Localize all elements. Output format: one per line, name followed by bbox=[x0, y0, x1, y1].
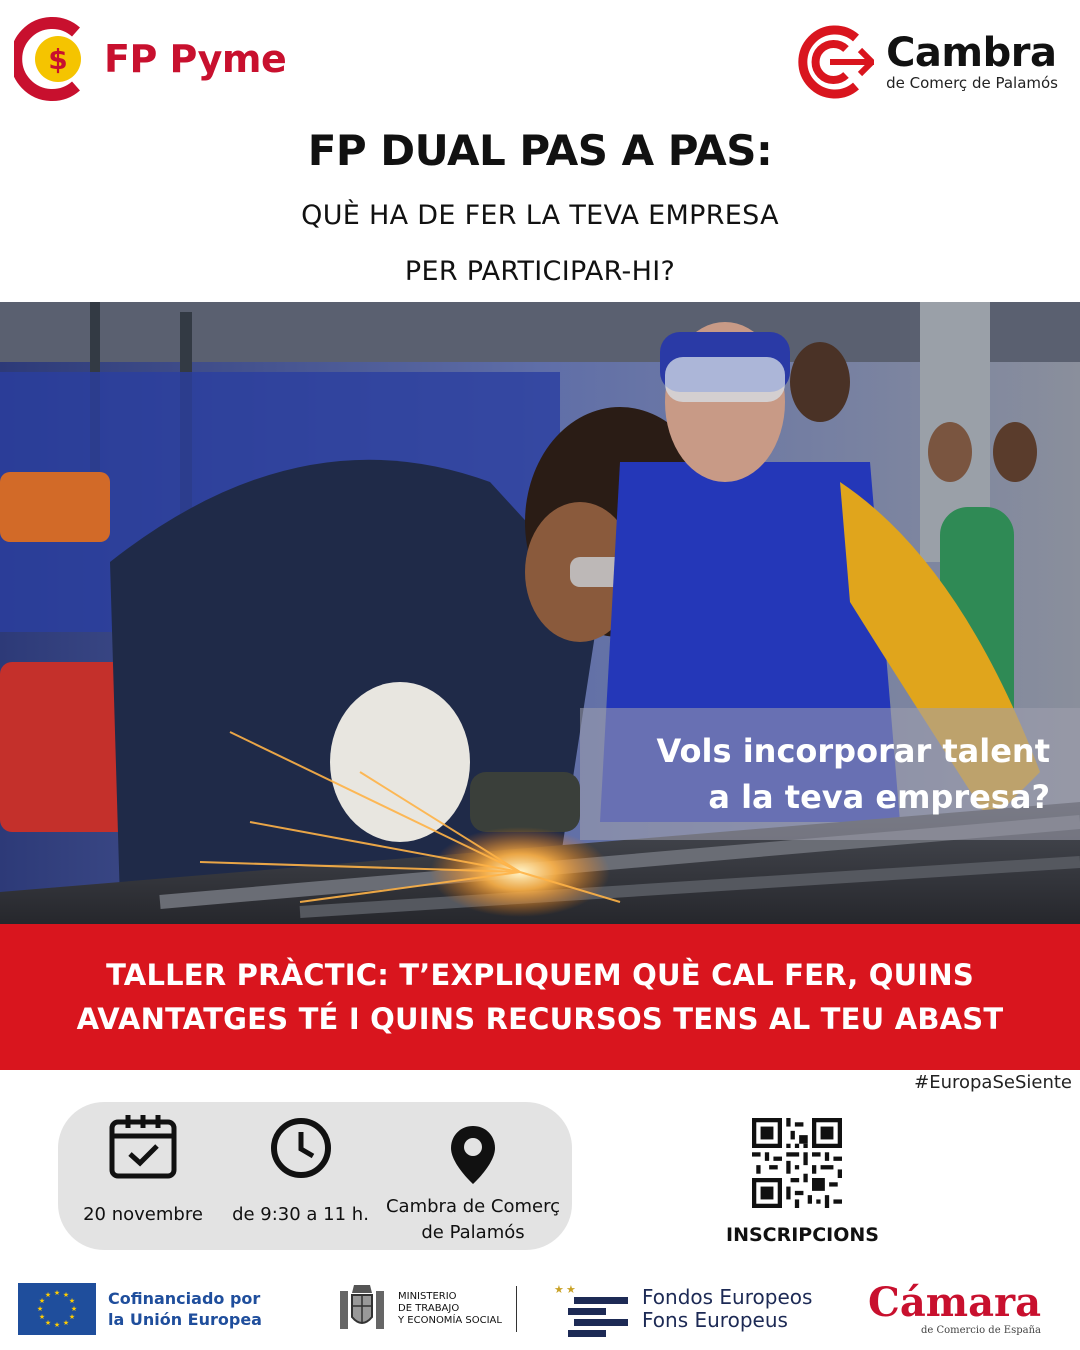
event-date-label: 20 novembre bbox=[83, 1204, 203, 1225]
svg-text:★: ★ bbox=[36, 1305, 44, 1313]
footer-divider bbox=[516, 1286, 517, 1332]
event-location bbox=[383, 1102, 563, 1250]
fp-pyme-emblem-icon bbox=[14, 16, 86, 102]
svg-text:★: ★ bbox=[62, 1291, 70, 1299]
eu-cofinance-logo bbox=[18, 1276, 262, 1342]
photo-overlay-text bbox=[580, 728, 1050, 820]
workshop-banner bbox=[0, 924, 1080, 1070]
svg-text:★: ★ bbox=[44, 1319, 52, 1327]
eu-flag-icon bbox=[18, 1283, 96, 1335]
event-time-label: de 9:30 a 11 h. bbox=[232, 1204, 369, 1225]
svg-text:$: $ bbox=[48, 43, 68, 76]
fondos-europeos-emblem-icon bbox=[550, 1281, 632, 1337]
spanish-coat-of-arms-icon bbox=[334, 1281, 390, 1337]
ministry-line-3: Y ECONOMÍA SOCIAL bbox=[398, 1315, 502, 1326]
svg-text:★: ★ bbox=[53, 1289, 61, 1297]
photo-overlay-box bbox=[580, 708, 1080, 840]
svg-text:★: ★ bbox=[53, 1321, 61, 1329]
camara-espana-logo bbox=[868, 1276, 1041, 1342]
ministry-line-1: MINISTERIO bbox=[398, 1291, 457, 1302]
svg-text:★: ★ bbox=[62, 1319, 70, 1327]
ministry-logo bbox=[334, 1276, 517, 1342]
svg-text:★: ★ bbox=[566, 1283, 576, 1296]
calendar-icon bbox=[108, 1112, 178, 1180]
ministry-line-2: DE TRABAJO bbox=[398, 1303, 460, 1314]
camara-name: Cámara bbox=[868, 1278, 1041, 1326]
event-time bbox=[228, 1102, 373, 1250]
banner-line-2: AVANTATGES TÉ I QUINS RECURSOS TENS AL TEU ABAST bbox=[76, 1002, 1004, 1036]
subtitle-line-2: PER PARTICIPAR-HI? bbox=[404, 256, 676, 287]
clock-icon bbox=[269, 1116, 333, 1180]
svg-text:★: ★ bbox=[68, 1313, 76, 1321]
location-pin-icon bbox=[448, 1124, 498, 1186]
event-location-label bbox=[386, 1194, 560, 1246]
svg-text:★: ★ bbox=[70, 1305, 78, 1313]
fp-pyme-logo bbox=[14, 16, 286, 102]
location-line-1: Cambra de Comerç bbox=[385, 1196, 561, 1217]
hero-photo bbox=[0, 302, 1080, 924]
cambra-name: Cambra bbox=[886, 30, 1057, 76]
hashtag: #EuropaSeSiente bbox=[914, 1072, 1072, 1093]
fondos-line-1: Fondos Europeos bbox=[642, 1285, 813, 1309]
registration-qr-code[interactable] bbox=[752, 1118, 842, 1208]
svg-text:★: ★ bbox=[38, 1297, 46, 1305]
eu-line-2: la Unión Europea bbox=[108, 1310, 262, 1329]
fp-pyme-name: FP Pyme bbox=[104, 37, 287, 81]
registration-label: INSCRIPCIONS bbox=[726, 1224, 879, 1246]
camara-subtitle: de Comercio de España bbox=[920, 1324, 1041, 1336]
fondos-line-2: Fons Europeus bbox=[642, 1308, 788, 1332]
eu-line-1: Cofinanciado por bbox=[108, 1289, 261, 1308]
event-date bbox=[78, 1102, 208, 1250]
event-info-panel bbox=[58, 1102, 572, 1250]
overlay-line-1: Vols incorporar talent bbox=[656, 732, 1050, 770]
svg-text:★: ★ bbox=[68, 1297, 76, 1305]
cambra-palamos-logo bbox=[790, 24, 1058, 100]
svg-text:★: ★ bbox=[44, 1291, 52, 1299]
svg-text:★: ★ bbox=[38, 1313, 46, 1321]
banner-line-1: TALLER PRÀCTIC: T’EXPLIQUEM QUÈ CAL FER, QUINS bbox=[106, 958, 974, 992]
location-line-2: de Palamós bbox=[421, 1222, 525, 1243]
fondos-europeos-logo bbox=[550, 1276, 812, 1342]
subtitle-line-1: QUÈ HA DE FER LA TEVA EMPRESA bbox=[301, 200, 779, 231]
cambra-emblem-icon bbox=[790, 24, 874, 100]
page-title: FP DUAL PAS A PAS: bbox=[307, 126, 773, 175]
cambra-subtitle: de Comerç de Palamós bbox=[886, 74, 1058, 92]
overlay-line-2: a la teva empresa? bbox=[708, 778, 1050, 816]
svg-text:★: ★ bbox=[554, 1283, 564, 1296]
